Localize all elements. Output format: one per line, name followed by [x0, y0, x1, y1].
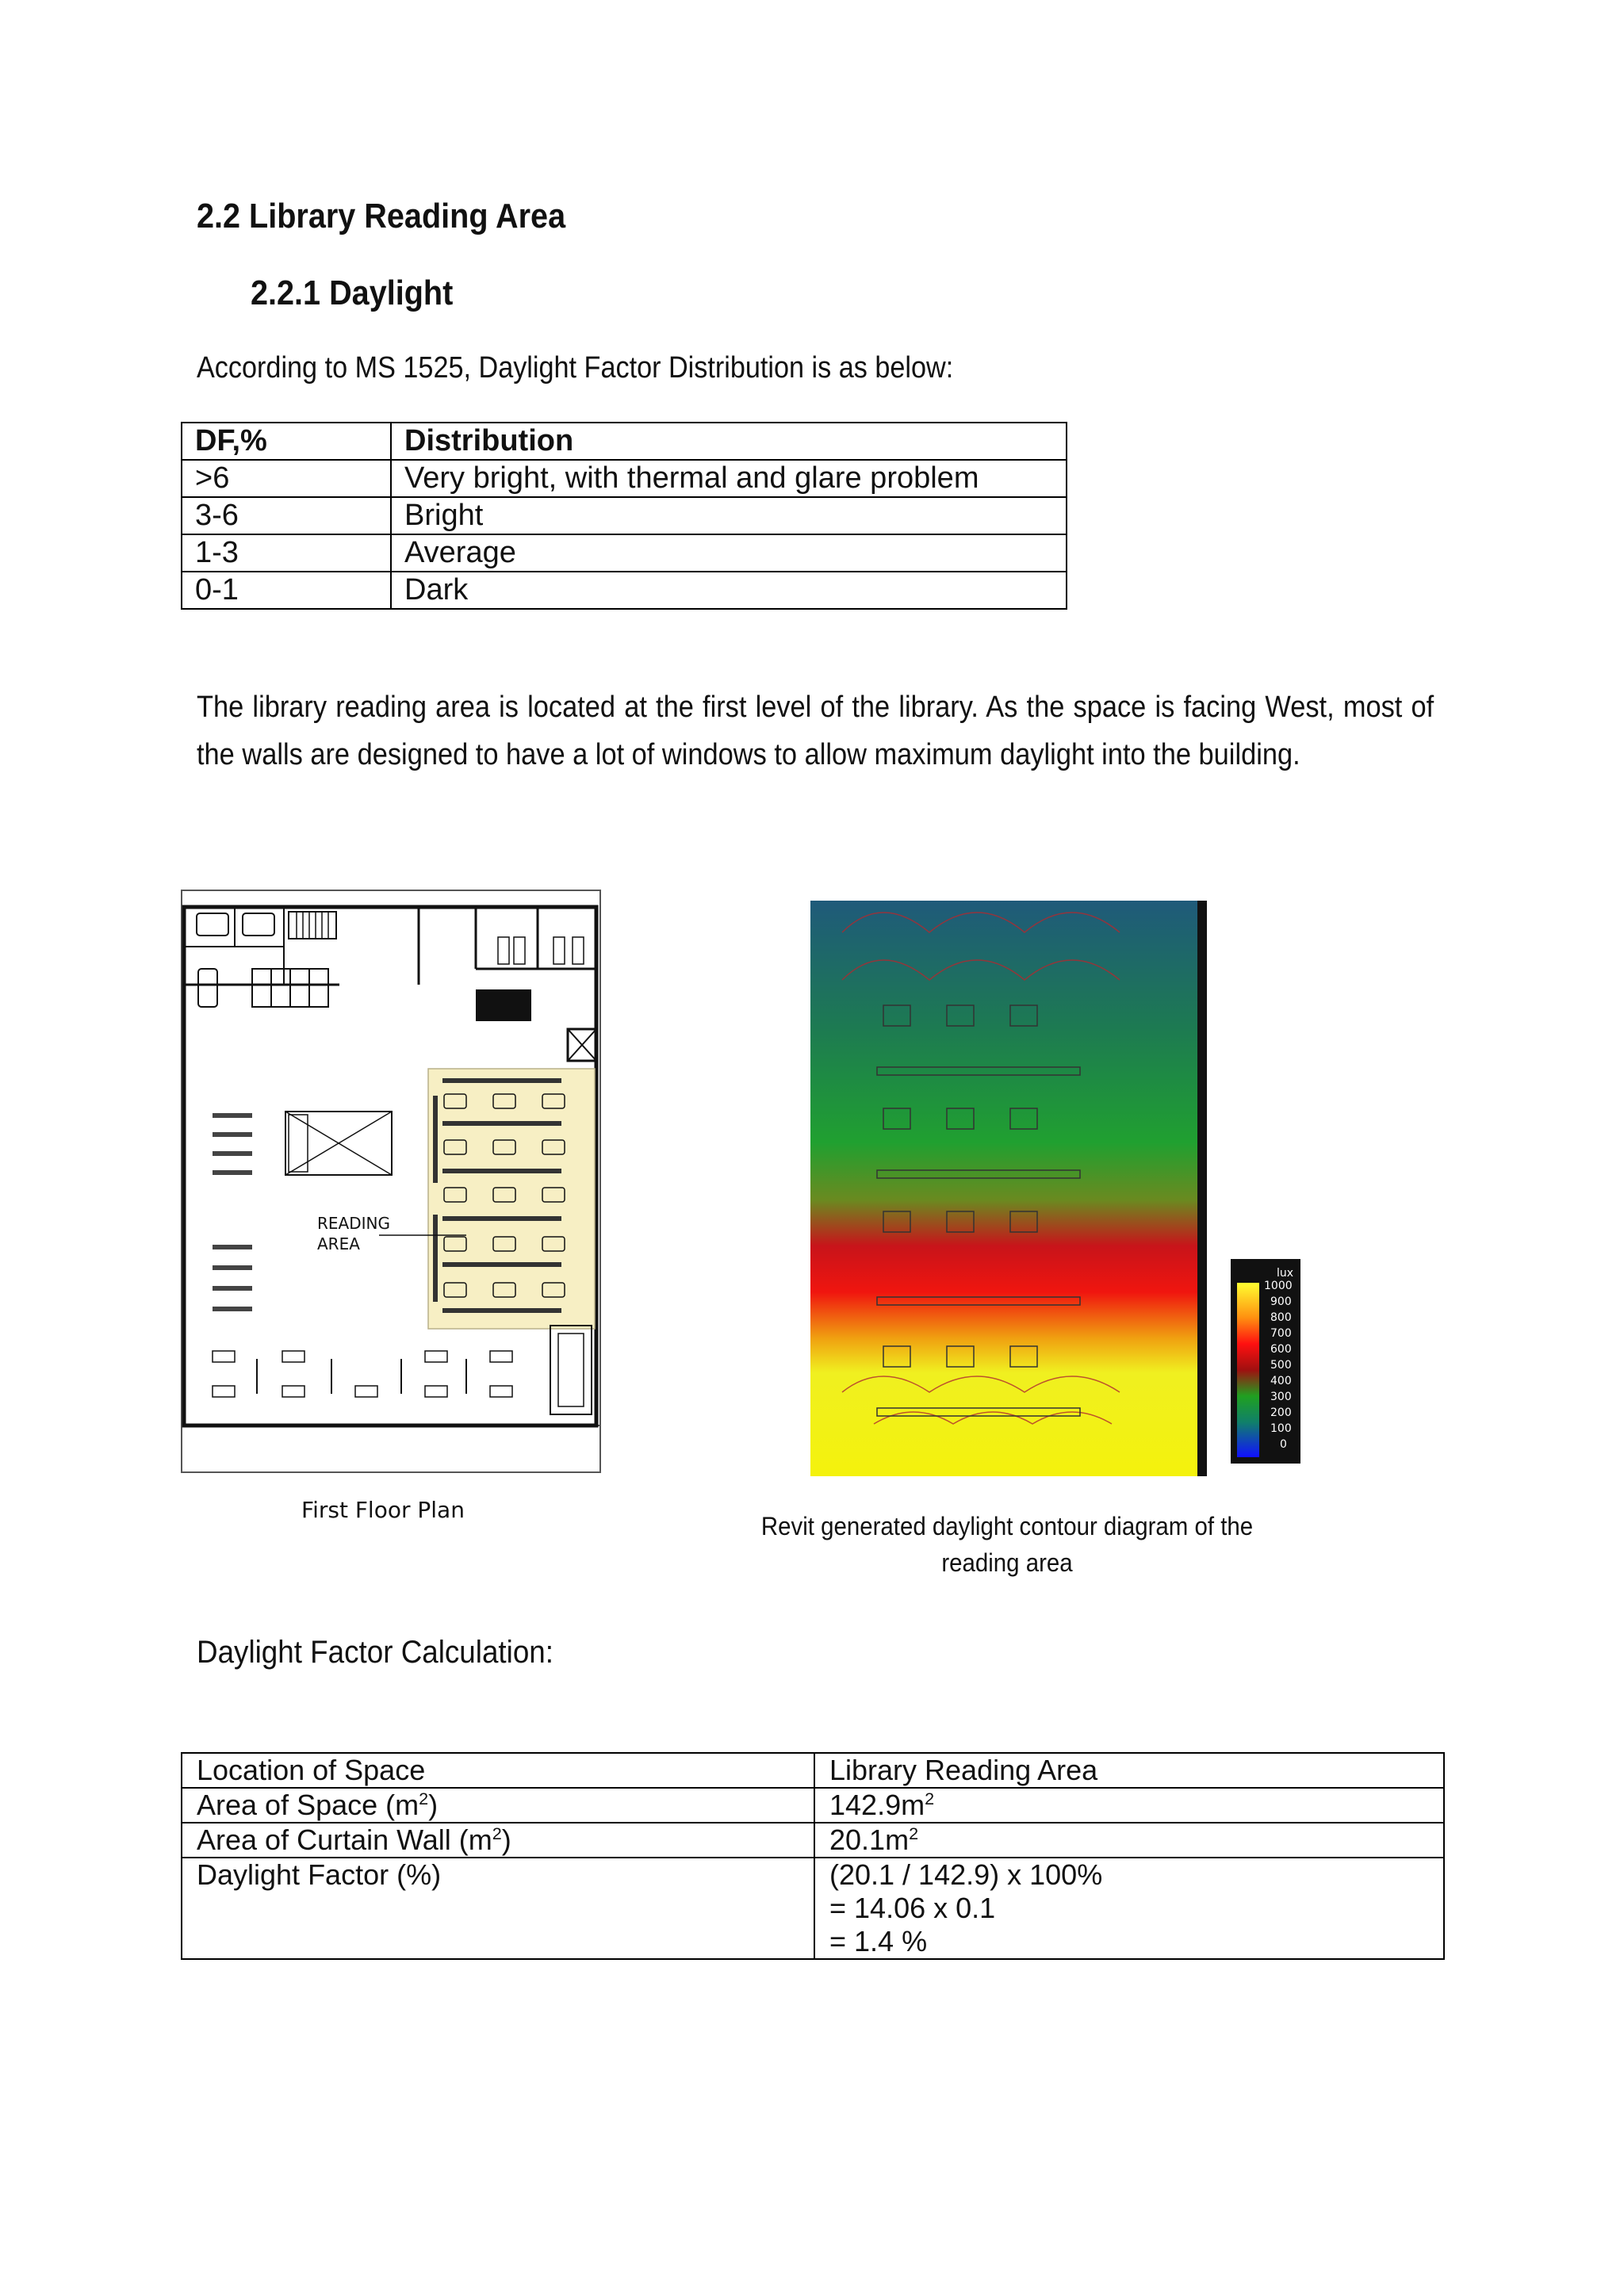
table-cell	[814, 1858, 1444, 1959]
superscript: 2	[925, 1789, 935, 1808]
wall-label: Area of Curtain Wall (m	[197, 1823, 492, 1856]
table-header: Distribution	[391, 423, 1067, 460]
wall-label-end: )	[501, 1823, 511, 1856]
wall-value: 20.1m	[829, 1823, 910, 1856]
df-formula-line: = 14.06 x 0.1	[829, 1892, 996, 1924]
table-cell: 3-6	[182, 497, 391, 534]
intro-text: According to MS 1525, Daylight Factor Distribution is as below:	[197, 351, 954, 385]
paragraph-line: The library reading area is located at the first level of the library. As the space is facing West, most of	[197, 691, 1434, 724]
table-cell	[182, 1823, 814, 1858]
table-cell: Dark	[391, 572, 1067, 609]
description-paragraph	[197, 683, 1434, 779]
scale-unit: lux	[1277, 1267, 1294, 1280]
table-cell	[814, 1788, 1444, 1823]
table-cell	[182, 1788, 814, 1823]
table-cell: Very bright, with thermal and glare problem	[391, 460, 1067, 497]
table-row	[182, 534, 1067, 572]
area-label: Area of Space (m	[197, 1789, 419, 1821]
table-row	[182, 1858, 1444, 1959]
scale-tick: 0	[1280, 1438, 1287, 1451]
df-formula-line: = 1.4 %	[829, 1925, 928, 1957]
table-row	[182, 1753, 1444, 1788]
table-row	[182, 572, 1067, 609]
plan-label: READING	[317, 1214, 390, 1233]
table-cell	[814, 1823, 1444, 1858]
superscript: 2	[492, 1823, 502, 1843]
table-cell: 0-1	[182, 572, 391, 609]
contour-caption	[759, 1508, 1255, 1581]
scale-tick: 900	[1270, 1295, 1292, 1308]
calculation-table	[181, 1752, 1445, 1960]
df-formula-line: (20.1 / 142.9) x 100%	[829, 1858, 1103, 1891]
table-cell: Library Reading Area	[814, 1753, 1444, 1788]
table-cell: Daylight Factor (%)	[182, 1858, 814, 1959]
scale-tick: 1000	[1264, 1280, 1293, 1292]
floor-plan-caption: First Floor Plan	[301, 1497, 465, 1523]
table-row	[182, 497, 1067, 534]
contour-caption-line: Revit generated daylight contour diagram of the	[760, 1512, 1254, 1540]
table-cell: Average	[391, 534, 1067, 572]
daylight-factor-table	[181, 422, 1067, 610]
scale-tick: 700	[1270, 1327, 1292, 1340]
table-header: DF,%	[182, 423, 391, 460]
section-title: 2.2 Library Reading Area	[197, 197, 566, 235]
table-cell: >6	[182, 460, 391, 497]
area-value: 142.9m	[829, 1789, 925, 1821]
paragraph-line: the walls are designed to have a lot of windows to allow maximum daylight into the building.	[197, 738, 1300, 771]
plan-label: AREA	[317, 1234, 360, 1253]
table-row	[182, 1823, 1444, 1858]
lux-scale-legend	[1231, 1259, 1300, 1464]
scale-tick: 200	[1270, 1406, 1292, 1419]
contour-caption-line: reading area	[941, 1548, 1073, 1577]
superscript: 2	[419, 1789, 429, 1808]
first-floor-plan	[181, 890, 601, 1473]
scale-tick: 300	[1270, 1391, 1292, 1403]
scale-tick: 400	[1270, 1375, 1292, 1387]
area-label-end: )	[428, 1789, 439, 1821]
scale-tick: 100	[1270, 1422, 1292, 1435]
table-cell: 1-3	[182, 534, 391, 572]
scale-tick: 600	[1270, 1343, 1292, 1356]
daylight-contour-diagram	[810, 901, 1207, 1476]
table-cell: Bright	[391, 497, 1067, 534]
calculation-title: Daylight Factor Calculation:	[197, 1635, 553, 1670]
scale-tick: 800	[1270, 1311, 1292, 1324]
table-header-row	[182, 423, 1067, 460]
superscript: 2	[909, 1823, 919, 1843]
subsection-title: 2.2.1 Daylight	[251, 274, 454, 312]
table-cell: Location of Space	[182, 1753, 814, 1788]
table-row	[182, 1788, 1444, 1823]
scale-tick: 500	[1270, 1359, 1292, 1372]
table-row	[182, 460, 1067, 497]
